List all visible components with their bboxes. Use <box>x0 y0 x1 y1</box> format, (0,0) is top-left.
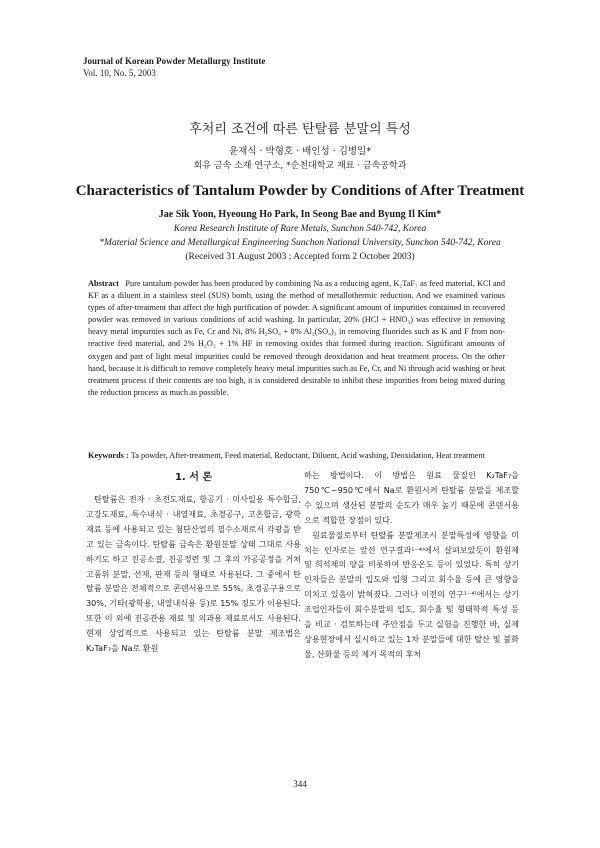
keywords <box>88 450 505 462</box>
received-dates: (Received 31 August 2003 ; Accepted form 2 October 2003) <box>185 252 415 262</box>
keywords-label: Keywords : <box>88 451 129 460</box>
korean-affiliation: 회유 금속 소재 연구소, *순천대학교 재료 · 금속공학과 <box>193 161 407 171</box>
page-number: 344 <box>293 779 307 789</box>
english-authors: Jae Sik Yoon, Hyeoung Ho Park, In Seong Bae and Byung Il Kim* <box>158 209 442 220</box>
journal-header <box>83 55 265 79</box>
section-heading: 1. 서 론 <box>174 472 213 483</box>
korean-authors: 윤재식 · 박형호 · 배인성 · 김병일* <box>228 146 372 157</box>
left-column <box>86 470 301 656</box>
korean-title: 후처리 조건에 따른 탄탈륨 분말의 특성 <box>189 122 411 137</box>
keywords-text: Ta powder, After-treatment, Feed material, Reductant, Diluent, Acid washing, Deoxidation, Heat treatment <box>130 451 485 460</box>
english-affiliation-2: *Material Science and Metallurgical Engineering Sunchon National University, Sunchon 540-742, Korea <box>99 238 501 248</box>
journal-name: Journal of Korean Powder Metallurgy Institute <box>83 56 266 66</box>
english-affiliation-1: Korea Research Institute of Rare Metals, Sunchon 540-742, Korea <box>173 224 427 234</box>
english-title: Characteristics of Tantalum Powder by Conditions of After Treatment <box>75 183 525 199</box>
intro-paragraph-1: 탄탈륨은 전자 · 초전도재료, 항공기 · 미사일용 특수합금, 고강도재료, 특수내식 · 내열재료, 초경공구, 고온합금, 광학재료 등에 사용되고 있는 첨단산업의 필수소재로서 각광을 받고 있는 금속이다. 탄탈륨 금속은 환원분말 상태 그대로 사용하기도 하고 진공소결, 진공정련 및 그 후의 가공공정을 거쳐 고품위 분말, 선재, 판재 등의 형태로 사용된다. 그 중에서 탄탈륨 분말은 전체적으로 콘덴서용으로 55%, 초경공구용으로 30%, 기타(광학용, 내열내식용 등)로 15% 정도가 이용된다. 또한 이 외에 진공관용 재료 및 의과용 재료로서도 사용된다. 현재 상업적으로 사용되고 있는 탄탈륨 분말 제조법은 K₂TaF₇을 Na로 환원 <box>86 494 301 654</box>
abstract-label: Abstract <box>88 279 119 288</box>
intro-paragraph-2: 원료물질로부터 탄탈륨 분말제조시 분말특성에 영향을 미치는 인자로는 앞선 연구결과¹⁻⁴⁾에서 살펴보았듯이 환원제 및 희석제의 양을 비롯하여 반응온도 등이 있었다. 특히 상기 인자들은 분말의 입도와 입형 그리고 회수율 등에 큰 영향을 미치고 있음이 밝혀졌다. 그러나 이전의 연구¹⁻⁴⁾에서는 상기 조업인자들이 회수분말의 입도, 회수율 및 형태학적 특성 등을 비교 · 검토하는데 주안점을 두고 실험을 진행한 바, 실제 상용현장에서 실시하고 있는 1차 분말들에 대한 탈산 및 불화물, 산화물 등의 제거 목적의 후처 <box>304 529 519 659</box>
journal-volume: Vol. 10, No. 5, 2003 <box>83 68 156 78</box>
intro-paragraph-1-continued: 하는 방법이다. 이 방법은 원료 물질인 K₂TaF₇을 750℃~950℃에서 Na로 환원시켜 탄탈륨 분말을 제조할 수 있으며 생산된 분말의 순도가 매우 높기 때문에 콘덴서용으로 적합한 장점이 있다. <box>304 470 519 525</box>
abstract <box>88 278 505 399</box>
abstract-text: Pure tantalum powder has been produced by combining Na as a reducing agent, K₂TaF₇ as feed material, KCl and KF as a diluent in a stainless steel (SUS) bomb, using the method of metallothermic reduction. And we examined various types of after-treatment that affect the high purification of powder. A significant amount of impurities contained in recovered powder was removed in various conditions of acid washing. In particular, 20% (HCl + HNO₃) was effective in removing heavy metal impurities such as Fe, Cr and Ni, 8% H₂SO₄ + 8% Al₂(SO₄)₃ in removing fluorides such as K and F from non-reactive feed material, and 2% H₂O₂ + 1% HF in removing oxides that formed during reaction. Significant amounts of oxygen and part of light metal impurities could be removed through deoxidation and heat treatment process. On the other hand, because it is difficult to remove completely heavy metal impurities such as Fe, Cr, and Ni through acid washing or heat treatment process if their contents are too high, it is considered desirable to inhibit these impurities from being mixed during the reduction process as much as possible. <box>88 279 505 397</box>
right-column <box>304 468 519 662</box>
